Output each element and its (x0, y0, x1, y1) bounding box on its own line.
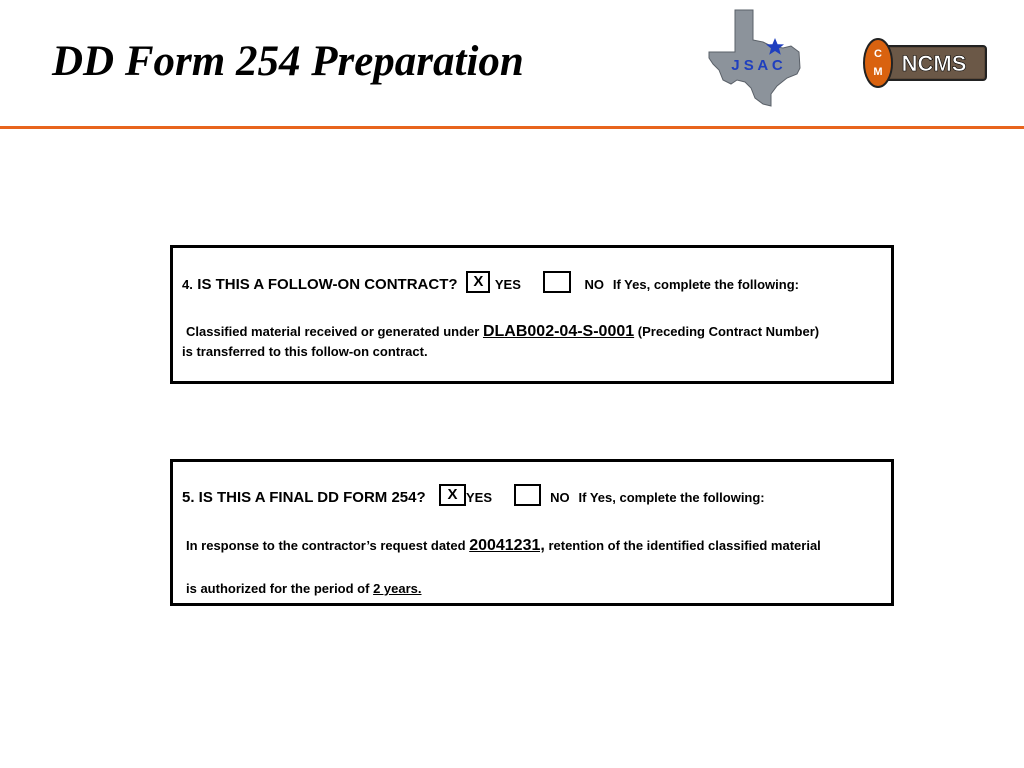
item-5-no-checkbox[interactable] (514, 484, 541, 506)
item-5-request-date: 20041231, (469, 537, 545, 554)
jsac-texas-logo (705, 8, 805, 110)
ncms-logo-m: M (873, 66, 883, 78)
item-4-line-2: is transferred to this follow-on contract. (182, 344, 428, 359)
item-4-contract-number: DLAB002-04-S-0001 (482, 323, 635, 340)
item-4-follow-on-contract (170, 245, 894, 384)
item-5-question: 5. IS THIS A FINAL DD FORM 254? (182, 489, 426, 507)
ncms-logo-badge (864, 39, 892, 87)
page-title: DD Form 254 Preparation (52, 38, 524, 85)
header-divider (0, 126, 1024, 129)
item-4-no-checkbox[interactable] (543, 271, 571, 293)
ncms-logo-c: C (874, 48, 882, 60)
item-5-final-dd-form-254 (170, 459, 894, 606)
ncms-logo-text: NCMS (901, 51, 967, 76)
item-5-yes-checkbox[interactable]: X (439, 484, 466, 506)
item-4-number: 4. (182, 277, 193, 293)
item-5-text-before: In response to the contractor’s request dated (186, 538, 466, 553)
item-4-no-label: NO (584, 277, 604, 293)
item-5-no-label: NO (550, 490, 570, 506)
item-4-text-before: Classified material received or generated under (186, 324, 480, 339)
jsac-logo-text: J S A C (731, 57, 783, 74)
item-5-instruction: If Yes, complete the following: (578, 490, 765, 506)
item-5-line-2: is authorized for the period of (186, 581, 370, 596)
item-4-instruction: If Yes, complete the following: (612, 277, 799, 293)
item-5-text-after: retention of the identified classified material (548, 538, 821, 553)
item-4-text-after: (Preceding Contract Number) (637, 324, 820, 339)
item-4-yes-label: YES (494, 277, 521, 293)
ncms-logo (862, 38, 990, 88)
item-4-question: IS THIS A FOLLOW-ON CONTRACT? (197, 276, 458, 294)
item-5-yes-label: YES (465, 490, 492, 506)
item-5-retention-period: 2 years. (373, 581, 422, 596)
item-4-yes-checkbox[interactable]: X (466, 271, 490, 293)
